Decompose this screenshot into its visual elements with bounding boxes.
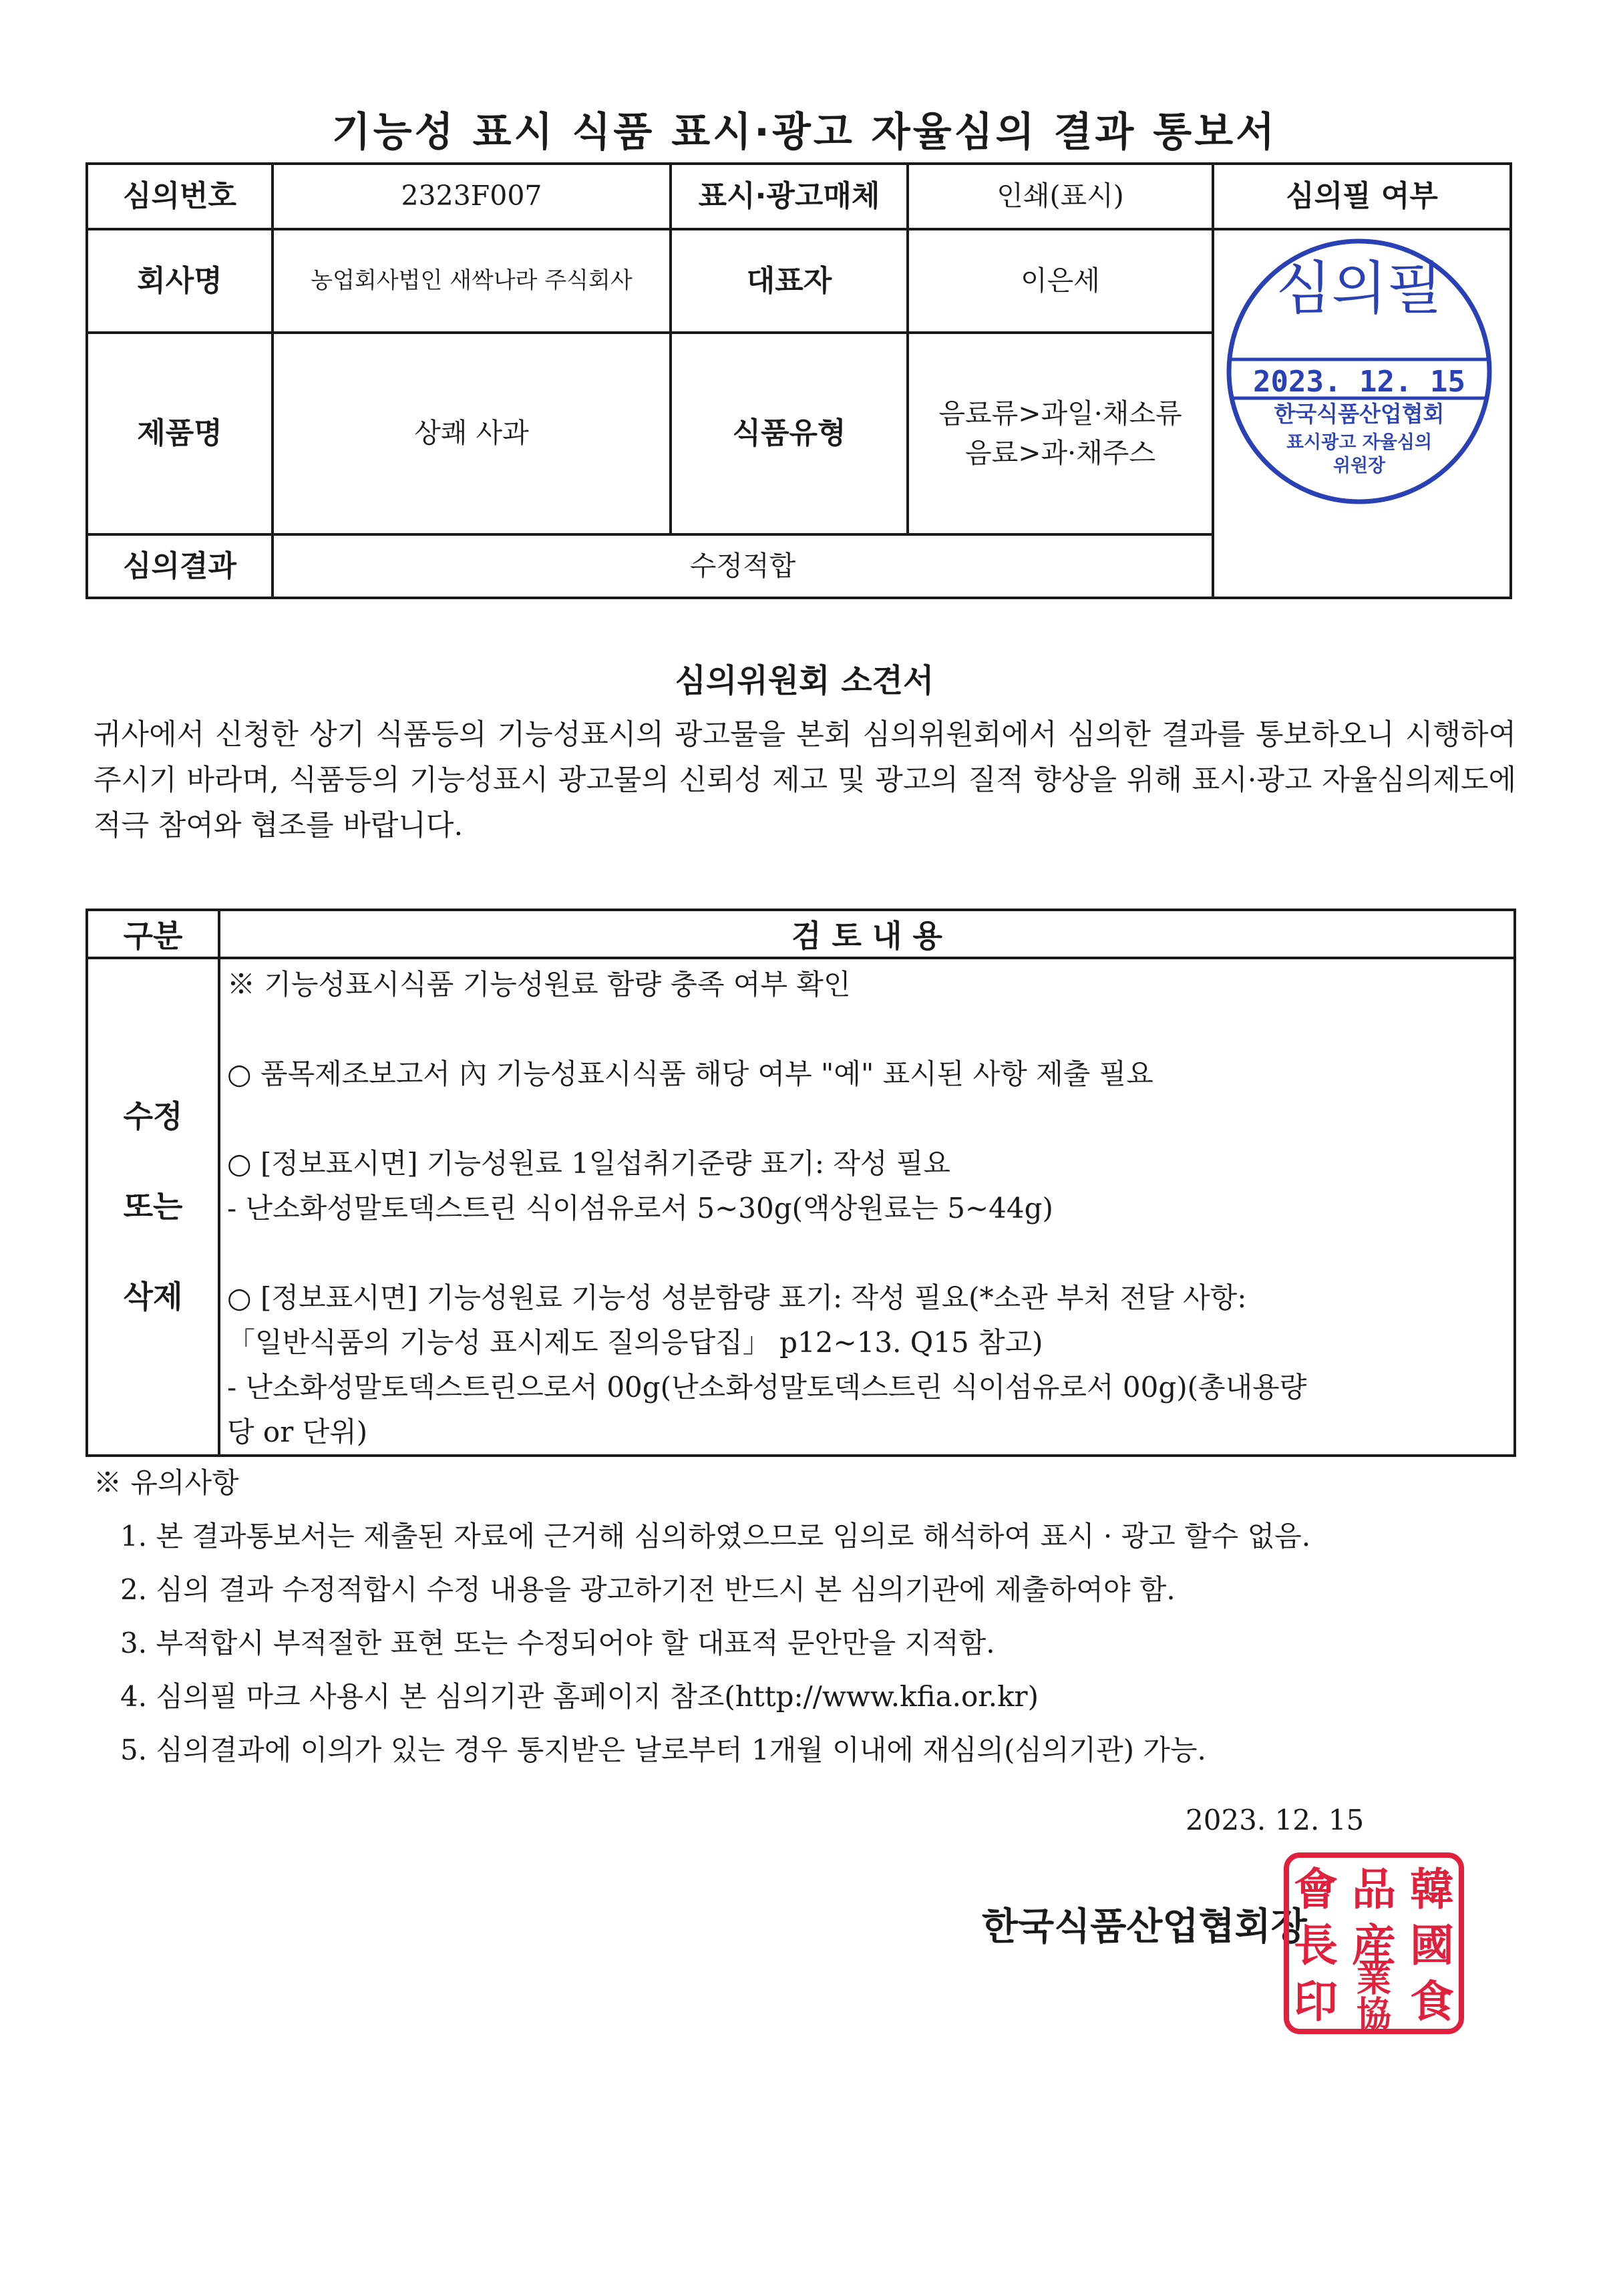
seal-char: 業 xyxy=(1356,1959,1392,2000)
review-line-6: 「일반식품의 기능성 표시제도 질의응답집」 p12~13. Q15 참고) xyxy=(227,1326,1043,1359)
approval-label: 심의필 여부 xyxy=(1213,164,1511,229)
seal-char: 韓 xyxy=(1410,1863,1454,1915)
category-cell xyxy=(87,958,219,1456)
review-line-2: ○ 품목제조보고서 內 기능성표시식품 해당 여부 "예" 표시된 사항 제출 필요 xyxy=(227,1057,1153,1090)
review-no-label: 심의번호 xyxy=(87,164,273,229)
content-header: 검 토 내 용 xyxy=(219,910,1515,958)
seal-char: 協 xyxy=(1356,1994,1392,2034)
seal-char: 會 xyxy=(1294,1863,1338,1915)
seal-char: 産 xyxy=(1352,1919,1396,1971)
approval-stamp xyxy=(1222,234,1496,508)
issue-date: 2023. 12. 15 xyxy=(1186,1804,1365,1836)
review-line-5: ○ [정보표시면] 기능성원료 기능성 성분함량 표기: 작성 필요(*소관 부처 전달 사항: xyxy=(227,1281,1247,1314)
food-type-value xyxy=(908,333,1213,534)
category-word-2: 또는 xyxy=(123,1188,183,1224)
official-seal xyxy=(1284,1852,1464,2034)
ceo-label: 대표자 xyxy=(671,229,908,333)
review-line-7: - 난소화성말토덱스트린으로서 00g(난소화성말토덱스트린 식이섬유로서 00g)(총내용량 xyxy=(227,1371,1307,1404)
content-cell xyxy=(219,958,1515,1456)
seal-char: 長 xyxy=(1294,1919,1338,1971)
note-item: 2. 심의 결과 수정적합시 수정 내용을 광고하기전 반드시 본 심의기관에 제출하여야 함. xyxy=(120,1573,1176,1606)
note-item: 1. 본 결과통보서는 제출된 자료에 근거해 심의하였으므로 임의로 해석하여 표시 · 광고 할수 없음. xyxy=(120,1520,1311,1552)
review-line-3: ○ [정보표시면] 기능성원료 1일섭취기준량 표기: 작성 필요 xyxy=(227,1147,950,1180)
review-line-1: ※ 기능성표시식품 기능성원료 함량 충족 여부 확인 xyxy=(227,968,851,1001)
result-value: 수정적합 xyxy=(273,534,1213,598)
review-line-8: 당 or 단위) xyxy=(227,1416,368,1448)
media-label: 표시·광고매체 xyxy=(671,164,908,229)
approval-stamp-cell xyxy=(1213,229,1511,598)
notes-section xyxy=(94,1456,1310,1777)
stamp-committee: 표시광고 자율심의 xyxy=(1286,432,1433,453)
opinion-text: 귀사에서 신청한 상기 식품등의 기능성표시의 광고물을 본회 심의위원회에서 심의한 결과를 통보하오니 시행하여 주시기 바라며, 식품등의 기능성표시 광고물의 신뢰성 제고 및 광고의 질적 향상을 위해 표시·광고 자율심의제도에 적극 참여와 협조를 바랍니다. xyxy=(94,718,1516,842)
company-label: 회사명 xyxy=(87,229,273,333)
seal-char: 國 xyxy=(1410,1919,1454,1971)
seal-char: 食 xyxy=(1410,1975,1454,2027)
ceo-value: 이은세 xyxy=(908,229,1213,333)
product-value: 상쾌 사과 xyxy=(273,333,671,534)
food-type-line-1: 음료류>과일·채소류 xyxy=(938,397,1182,430)
stamp-org: 한국식품산업협회 xyxy=(1274,401,1445,427)
result-label: 심의결과 xyxy=(87,534,273,598)
review-info-table xyxy=(85,162,1512,599)
category-header: 구분 xyxy=(87,910,219,958)
stamp-date: 2023. 12. 15 xyxy=(1253,365,1465,399)
note-item: 3. 부적합시 부적절한 표현 또는 수정되어야 할 대표적 문안만을 지적함. xyxy=(120,1627,995,1659)
stamp-title: 심의필 xyxy=(1276,255,1443,322)
stamp-chair: 위원장 xyxy=(1332,456,1386,476)
seal-char: 印 xyxy=(1294,1975,1338,2027)
review-content-table xyxy=(85,909,1516,1457)
category-word-3: 삭제 xyxy=(123,1279,183,1315)
note-item: 4. 심의필 마크 사용시 본 심의기관 홈페이지 참조(http://www.kfia.or.kr) xyxy=(120,1680,1039,1713)
media-value: 인쇄(표시) xyxy=(908,164,1213,229)
notes-heading: ※ 유의사항 xyxy=(94,1466,239,1499)
issuer-name: 한국식품산업협회장 xyxy=(982,1905,1307,1949)
opinion-title: 심의위원회 소견서 xyxy=(675,662,934,699)
food-type-line-2: 음료>과·채주스 xyxy=(964,437,1156,469)
seal-char: 品 xyxy=(1352,1863,1396,1915)
note-item: 5. 심의결과에 이의가 있는 경우 통지받은 날로부터 1개월 이내에 재심의(심의기관) 가능. xyxy=(120,1734,1206,1766)
category-word-1: 수정 xyxy=(123,1098,183,1134)
food-type-label: 식품유형 xyxy=(671,333,908,534)
document-title: 기능성 표시 식품 표시·광고 자율심의 결과 통보서 xyxy=(331,109,1278,156)
company-value: 농업회사법인 새싹나라 주식회사 xyxy=(273,229,671,333)
product-label: 제품명 xyxy=(87,333,273,534)
review-no-value: 2323F007 xyxy=(273,164,671,229)
review-line-4: - 난소화성말토덱스트린 식이섬유로서 5~30g(액상원료는 5~44g) xyxy=(227,1192,1053,1224)
